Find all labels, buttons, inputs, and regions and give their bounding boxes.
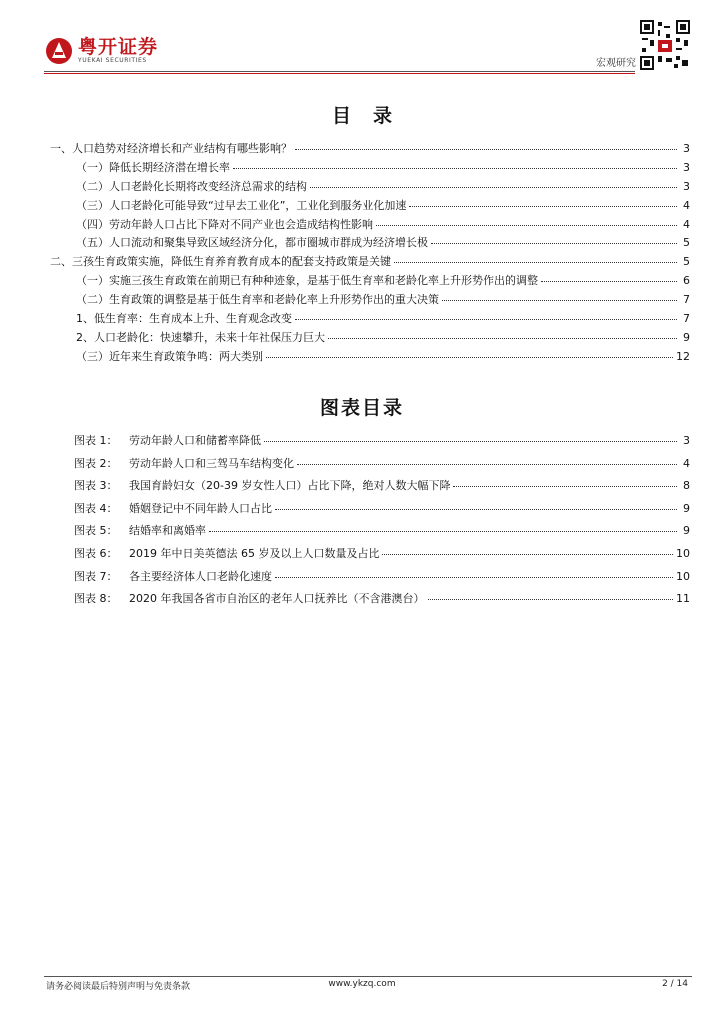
figure-entry-label: 图表 1： (74, 434, 118, 447)
figure-entry[interactable] (50, 545, 690, 568)
figure-entry-text: 各主要经济体人口老龄化速度 (129, 569, 272, 583)
toc-entry-page: 7 (683, 312, 690, 326)
footer-page-number: 2 / 14 (662, 979, 688, 989)
header-divider (44, 71, 635, 72)
toc-entry-page: 5 (683, 236, 690, 250)
toc-entry-text: 一、人口趋势对经济增长和产业结构有哪些影响？ (50, 142, 292, 155)
toc-entry-page: 7 (683, 293, 690, 307)
figure-entry-page: 3 (683, 434, 690, 447)
figure-entry[interactable] (50, 522, 690, 545)
toc-entry-text: （三）近年来生育政策争鸣：两大类别 (76, 349, 263, 363)
toc-entry-page: 6 (683, 274, 690, 288)
toc-entry-page: 5 (683, 255, 690, 269)
toc-entry[interactable] (50, 178, 690, 197)
toc-entry[interactable] (50, 234, 690, 253)
toc-entry-page: 9 (683, 330, 690, 344)
toc-entry[interactable] (50, 216, 690, 235)
footer-divider (44, 976, 692, 977)
toc-entry-text: （二）生育政策的调整是基于低生育率和老龄化率上升形势作出的重大决策 (76, 293, 439, 307)
toc-entry-text: 2、人口老龄化：快速攀升，未来十年社保压力巨大 (76, 330, 325, 344)
figure-list (50, 432, 690, 613)
section-label: 宏观研究 (596, 58, 636, 69)
toc-entry-page: 3 (683, 160, 690, 174)
figure-entry-page: 8 (683, 479, 690, 493)
figure-entry-text: 劳动年龄人口和三驾马车结构变化 (129, 456, 294, 470)
figure-entry-text: 劳动年龄人口和储蓄率降低 (129, 434, 261, 447)
figure-entry-page: 10 (676, 546, 690, 560)
toc-entry[interactable] (50, 140, 690, 159)
table-of-contents (50, 140, 690, 367)
figure-entry-page: 4 (683, 456, 690, 470)
figure-entry[interactable] (50, 568, 690, 591)
toc-entry[interactable] (50, 291, 690, 310)
figure-entry[interactable] (50, 477, 690, 500)
toc-entry-page: 4 (683, 198, 690, 212)
figure-entry-text: 婚姻登记中不同年龄人口占比 (129, 501, 272, 515)
figure-entry-text: 结婚率和离婚率 (129, 524, 206, 538)
figure-entry-text: 2019 年中日美英德法 65 岁及以上人口数量及占比 (129, 546, 380, 560)
toc-entry-page: 3 (683, 142, 690, 155)
toc-entry-text: 二、三孩生育政策实施，降低生育养育教育成本的配套支持政策是关键 (50, 255, 391, 269)
footer-disclaimer[interactable]: 请务必阅读最后特别声明与免责条款 (46, 982, 191, 992)
figure-entry-page: 10 (676, 569, 690, 583)
figure-entry-page: 9 (683, 501, 690, 515)
toc-entry[interactable] (50, 253, 690, 272)
figure-entry[interactable] (50, 590, 690, 613)
toc-entry[interactable] (50, 272, 690, 291)
toc-entry-text: （一）降低长期经济潜在增长率 (76, 160, 230, 174)
figure-entry-text: 2020 年我国各省市自治区的老年人口抚养比（不含港澳台） (129, 592, 425, 606)
figure-list-title: 图表目录 (319, 397, 404, 419)
figure-entry-label: 图表 5： (74, 524, 118, 538)
toc-title: 目录 (331, 105, 414, 127)
logo-name-en: YUEKAI SECURITIES (78, 57, 147, 64)
figure-entry[interactable] (50, 455, 690, 478)
figure-entry-page: 9 (683, 524, 690, 538)
figure-entry-label: 图表 2： (74, 456, 118, 470)
toc-entry-text: （三）人口老龄化可能导致“过早去工业化”，工业化到服务业化加速 (76, 198, 407, 212)
company-logo (44, 36, 158, 66)
toc-entry[interactable] (50, 159, 690, 178)
toc-entry-page: 3 (683, 179, 690, 193)
toc-entry-text: （四）劳动年龄人口占比下降对不同产业也会造成结构性影响 (76, 217, 373, 231)
toc-entry-page: 12 (676, 349, 690, 363)
figure-entry-text: 我国育龄妇女（20-39 岁女性人口）占比下降，绝对人数大幅下降 (129, 479, 451, 493)
brand-logo-icon (44, 36, 74, 66)
toc-entry-text: 1、低生育率：生育成本上升、生育观念改变 (76, 312, 292, 326)
toc-entry[interactable] (50, 348, 690, 367)
figure-entry-label: 图表 6： (74, 546, 118, 560)
qr-code-icon (640, 20, 690, 70)
figure-entry-label: 图表 8： (74, 592, 118, 606)
toc-entry[interactable] (50, 197, 690, 216)
toc-entry[interactable] (50, 310, 690, 329)
toc-entry-page: 4 (683, 217, 690, 231)
figure-entry-page: 11 (676, 592, 690, 606)
logo-name-cn: 粤开证券 (78, 36, 159, 58)
toc-entry-text: （五）人口流动和聚集导致区域经济分化，都市圈城市群成为经济增长极 (76, 236, 428, 250)
figure-entry-label: 图表 4： (74, 501, 118, 515)
figure-entry[interactable] (50, 500, 690, 523)
page-header (0, 0, 724, 80)
toc-entry[interactable] (50, 329, 690, 348)
figure-entry-label: 图表 7： (74, 569, 118, 583)
footer-website[interactable]: www.ykzq.com (328, 979, 396, 989)
toc-entry-text: （二）人口老龄化长期将改变经济总需求的结构 (76, 179, 307, 193)
figure-entry-label: 图表 3： (74, 479, 118, 493)
toc-entry-text: （一）实施三孩生育政策在前期已有种种迹象，是基于低生育率和老龄化率上升形势作出的调整 (76, 274, 538, 288)
figure-entry[interactable] (50, 432, 690, 455)
header-divider-accent (44, 73, 635, 74)
